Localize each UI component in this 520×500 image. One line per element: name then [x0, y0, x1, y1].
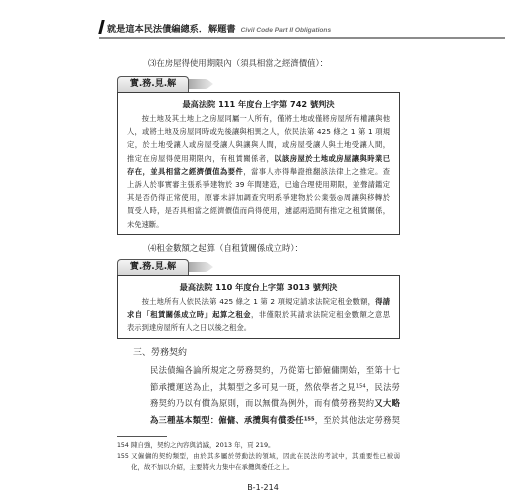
text-line [127, 152, 390, 165]
text-line [127, 165, 390, 178]
text-run: 上訴人於事實審主張系爭建物於 39 年間建造，已逾合理使用期限，並聲請鑑定 [127, 179, 390, 189]
bold-text: 又大略 [374, 398, 400, 409]
text-line [127, 138, 390, 151]
bold-text: 存在，並具相當之經濟價值為要件 [127, 166, 244, 176]
footnote-rule [117, 436, 167, 437]
text-line [150, 362, 400, 379]
page-number: B-1-214 [247, 483, 279, 492]
case-2-tab-label: 實.務.見.解 [117, 259, 189, 275]
bold-text: 為三種基本類型：僱傭、承攬與有償委任 [150, 414, 304, 425]
text-run: 節承攬運送為止，其類型之多可見一斑，然依學者之見 [150, 381, 356, 392]
case-2-box [117, 275, 400, 339]
text-run: ，當事人亦得舉證推翻該法律上之推定。查 [243, 166, 390, 176]
text-line [131, 462, 400, 473]
section-3-paragraph [150, 362, 400, 428]
text-line [127, 191, 390, 204]
text-line [127, 178, 390, 191]
text-line [131, 451, 400, 462]
text-run: 表示到達房屋所有人之日以後之租金。 [127, 323, 252, 333]
case-1-title: 最高法院 111 年度台上字第 742 號判決 [182, 99, 335, 109]
text-run: 定，於土地受讓人或房屋受讓人與讓與人間，或房屋受讓人與土地受讓人間， [127, 140, 390, 150]
header-accent-mark [98, 20, 104, 34]
text-run: 按土地所有人依民法第 425 條之 1 第 2 項規定請求法院定租金數額， [141, 297, 376, 306]
case-1-tab-label: 實.務.見.解 [117, 76, 189, 92]
text-line [150, 379, 400, 396]
running-header [99, 17, 505, 41]
footnote-text [131, 440, 400, 451]
text-line [127, 218, 390, 231]
text-run: 未免速斷。 [127, 219, 164, 229]
footnote-text [131, 451, 400, 473]
section-3-heading: 三、勞務契約 [133, 348, 188, 358]
text-line [150, 412, 400, 429]
footnote-155 [117, 451, 400, 473]
text-run: 又僱傭的契約類型，由於其多屬於勞動法的領域，因此在民法的考試中，其重要性已被弱 [131, 452, 400, 460]
case-2-title: 最高法院 110 年度台上字第 3013 號判決 [179, 282, 338, 292]
text-run: 推定在房屋得使用期限內，有租賃關係者， [127, 153, 275, 163]
text-line [127, 321, 390, 334]
footnote-154 [117, 440, 400, 451]
text-line [131, 440, 400, 451]
case-1-body [127, 112, 390, 231]
text-run: 按土地及其土地上之房屋同屬一人所有，僅將土地或僅將房屋所有權讓與他 [141, 114, 390, 123]
case-2-body [127, 295, 390, 335]
footnote-ref: 154 [355, 383, 366, 390]
book-title: 就是這本民法債編總系．解題書 [107, 24, 236, 35]
text-run: ，至於其他法定勞務契 [314, 414, 400, 425]
case-1-tab [117, 76, 213, 92]
footnote-number: 155 [117, 453, 129, 460]
case-1-box [117, 92, 400, 235]
text-run: 民法債編各論所規定之勞務契約，乃從第七節僱傭開始，至第十七 [150, 365, 400, 375]
item-4-heading: ⑷租金數額之起算（自租賃關係成立時）： [148, 243, 303, 253]
bold-text: 求自「租賃關係成立時」起算之租金 [127, 310, 251, 320]
tab-arrow-icon [189, 79, 213, 89]
text-run: 其是否仍得正常使用，原審未詳加調查究明系爭建物於公業張◎周讓與移轉於 [127, 193, 390, 203]
text-line [127, 295, 390, 308]
text-line [127, 204, 390, 217]
text-run: ，非僅限於其請求法院定租金數額之意思 [250, 310, 390, 320]
text-run: 陳自強，契約之內容與消滅，2013 年，頁 219。 [131, 441, 275, 449]
text-run: 化，故不加以介紹，主要將火力集中在承攬與委任之上。 [131, 463, 294, 471]
text-line [127, 112, 390, 125]
text-line [150, 395, 400, 412]
header-title-row [107, 21, 331, 35]
text-run: 買受人時，是否具相當之經濟價值而尚得使用，遽認兩造間有推定之租賃關係， [127, 206, 390, 216]
tab-arrow-icon [189, 262, 213, 272]
item-3-heading: ⑶在房屋得使用期限內（須具相當之經濟價值）： [148, 58, 329, 68]
text-line [127, 308, 390, 321]
text-run: 務契約乃以有償為原則，而以無償為例外，而有償勞務契約 [150, 398, 375, 409]
text-run: 人，或將土地及房屋同時或先後讓與相異之人，依民法第 425 條之 1 第 1 項規 [127, 127, 390, 137]
footnote-number: 154 [117, 442, 129, 449]
bold-text: 以該房屋於土地或房屋讓與時業已 [274, 153, 390, 163]
book-subtitle: Civil Code Part II Obligations [240, 27, 332, 34]
footnotes [117, 440, 400, 473]
text-run: ，民法勞 [365, 381, 400, 392]
case-2-tab [117, 259, 213, 275]
header-rule [99, 37, 505, 39]
footnote-ref: 155 [303, 416, 315, 423]
bold-text: 得請 [375, 297, 390, 306]
text-line [127, 125, 390, 138]
